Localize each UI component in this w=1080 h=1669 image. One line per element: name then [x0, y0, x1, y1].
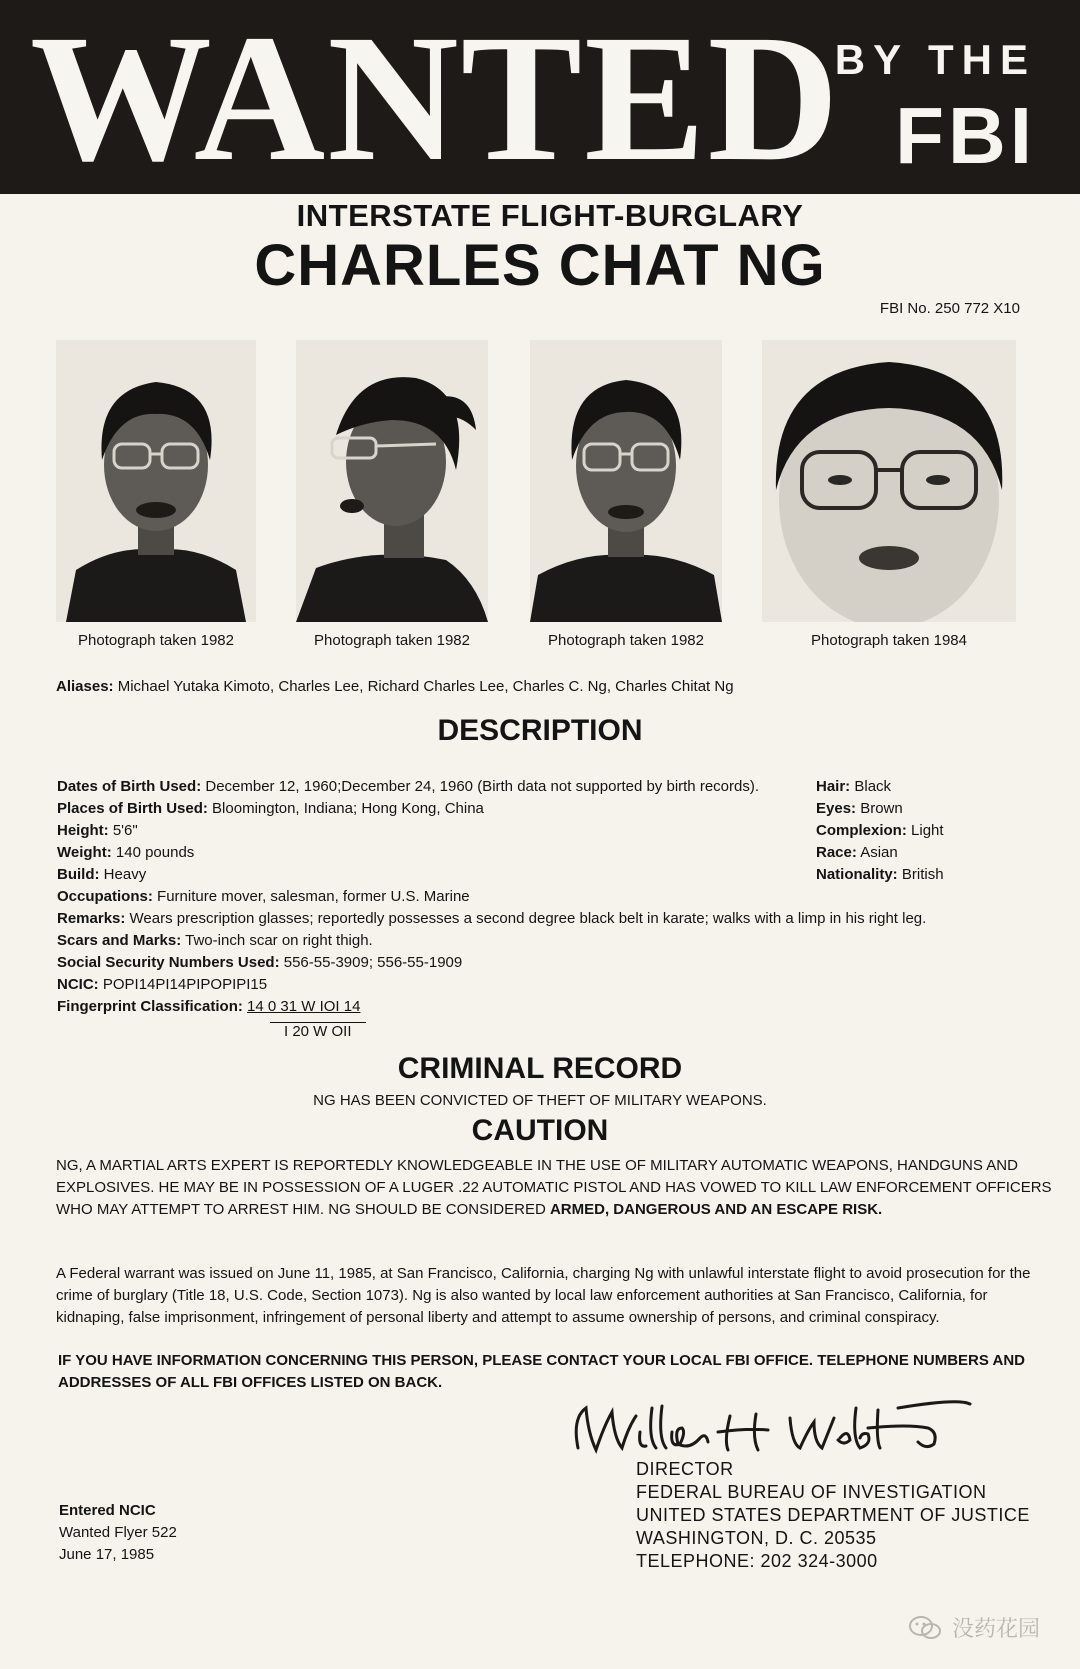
race-row — [816, 842, 944, 864]
fingerprint-line-1: 14 0 31 W IOI 14 — [247, 998, 361, 1015]
wanted-title: WANTED — [30, 0, 841, 199]
field-value: Heavy — [103, 866, 147, 883]
remarks-row — [57, 908, 926, 930]
aliases-label: Aliases: — [56, 678, 114, 695]
field-value: British — [901, 866, 944, 883]
ncic-row — [57, 974, 926, 996]
field-label: Nationality: — [816, 866, 898, 883]
subject-name: CHARLES CHAT NG — [254, 233, 826, 298]
fbi-label: FBI — [895, 91, 1036, 180]
director-line: DIRECTOR — [636, 1459, 734, 1479]
description-left-column — [57, 776, 926, 1018]
flyer-number: Wanted Flyer 522 — [59, 1524, 177, 1541]
director-line: FEDERAL BUREAU OF INVESTIGATION — [636, 1482, 987, 1502]
fingerprint-line-2: I 20 W OII — [270, 1022, 366, 1040]
field-label: Places of Birth Used: — [57, 800, 208, 817]
field-label: Complexion: — [816, 822, 907, 839]
field-label: Social Security Numbers Used: — [57, 954, 280, 971]
field-label: Eyes: — [816, 800, 857, 817]
field-label: Weight: — [57, 844, 112, 861]
scars-row — [57, 930, 926, 952]
watermark-text: 没药花园 — [951, 1616, 1040, 1641]
complexion-row — [816, 820, 944, 842]
fingerprint-row — [57, 996, 926, 1018]
field-value: Brown — [860, 800, 903, 817]
watermark — [908, 1612, 1040, 1643]
director-line: WASHINGTON, D. C. 20535 — [636, 1528, 877, 1548]
caution-heading: CAUTION — [471, 1114, 609, 1147]
director-block — [636, 1458, 1030, 1573]
field-label: NCIC: — [57, 976, 99, 993]
wechat-icon — [908, 1615, 942, 1641]
photo-caption: Photograph taken 1982 — [548, 632, 704, 649]
field-value: Asian — [860, 844, 898, 861]
field-value: POPI14PI14PIPOPIPI15 — [102, 976, 268, 993]
photo-front-1984 — [762, 340, 1016, 622]
weight-row — [57, 842, 926, 864]
description-heading: DESCRIPTION — [437, 714, 643, 747]
field-value: 5'6" — [112, 822, 138, 839]
header-band — [0, 0, 1080, 199]
director-line: TELEPHONE: 202 324-3000 — [636, 1551, 878, 1571]
photo-caption: Photograph taken 1984 — [811, 632, 967, 649]
director-line: UNITED STATES DEPARTMENT OF JUSTICE — [636, 1505, 1030, 1525]
field-value: Bloomington, Indiana; Hong Kong, China — [212, 800, 484, 817]
entered-ncic-title: Entered NCIC — [59, 1502, 156, 1519]
pob-row — [57, 798, 926, 820]
field-label: Build: — [57, 866, 100, 883]
occupations-row — [57, 886, 926, 908]
description-right-column — [816, 776, 944, 886]
hair-row — [816, 776, 944, 798]
fbi-number: FBI No. 250 772 X10 — [879, 300, 1020, 317]
criminal-record-text: NG HAS BEEN CONVICTED OF THEFT OF MILITARY WEAPONS. — [313, 1092, 767, 1109]
nationality-row — [816, 864, 944, 886]
field-value: Black — [854, 778, 892, 795]
field-label: Occupations: — [57, 888, 153, 905]
ssn-row — [57, 952, 926, 974]
eyes-row — [816, 798, 944, 820]
height-row — [57, 820, 926, 842]
field-value: Furniture mover, salesman, former U.S. Marine — [157, 888, 470, 905]
photo-caption: Photograph taken 1982 — [78, 632, 234, 649]
caution-emphasis: ARMED, DANGEROUS AND AN ESCAPE RISK. — [549, 1201, 883, 1218]
entered-ncic-block — [59, 1500, 177, 1566]
photo-caption: Photograph taken 1982 — [314, 632, 470, 649]
charge-title: INTERSTATE FLIGHT-BURGLARY — [296, 198, 804, 233]
field-value: 140 pounds — [115, 844, 195, 861]
dob-row — [57, 776, 926, 798]
field-value: Light — [911, 822, 944, 839]
field-label: Race: — [816, 844, 857, 861]
photo-profile-1982 — [296, 340, 488, 622]
field-value: 556-55-3909; 556-55-1909 — [283, 954, 463, 971]
flyer-date: June 17, 1985 — [59, 1546, 155, 1563]
director-signature — [568, 1388, 978, 1464]
aliases-value: Michael Yutaka Kimoto, Charles Lee, Richard Charles Lee, Charles C. Ng, Charles Chitat Ng — [117, 678, 734, 695]
warrant-text: A Federal warrant was issued on June 11, 1985, at San Francisco, California, charging Ng with unlawful interstate flight to avoid prosecution for the crime of burglary (Title 18, U.S. Code, Section 1073). Ng is also wanted by local law enforcement authorities at San Francisco, California, for kidnaping, false imprisonment, infringement of personal liberty and attempt to assume ownership of persons, and criminal conspiracy. — [56, 1265, 1031, 1326]
field-value: Two-inch scar on right thigh. — [185, 932, 373, 949]
field-label: Dates of Birth Used: — [57, 778, 202, 795]
field-value: December 12, 1960;December 24, 1960 (Birth data not supported by birth records). — [205, 778, 759, 795]
field-label: Remarks: — [57, 910, 126, 927]
field-label: Scars and Marks: — [57, 932, 182, 949]
photo-front-1982 — [56, 340, 256, 622]
field-label: Height: — [57, 822, 109, 839]
by-the-label: BY THE — [834, 36, 1036, 83]
criminal-record-heading: CRIMINAL RECORD — [397, 1052, 683, 1085]
photo-front-2-1982 — [530, 340, 722, 622]
contact-notice: IF YOU HAVE INFORMATION CONCERNING THIS PERSON, PLEASE CONTACT YOUR LOCAL FBI OFFICE. TELEPHONE NUMBERS AND ADDRESSES OF ALL FBI OFFICES LISTED ON BACK. — [58, 1352, 1025, 1391]
build-row — [57, 864, 926, 886]
field-label: Fingerprint Classification: — [57, 998, 243, 1015]
field-value: Wears prescription glasses; reportedly possesses a second degree black belt in karate; walks with a limp in his right leg. — [129, 910, 927, 927]
field-label: Hair: — [816, 778, 851, 795]
caution-body: NG, A MARTIAL ARTS EXPERT IS REPORTEDLY KNOWLEDGEABLE IN THE USE OF MILITARY AUTOMATIC WEAPONS, HANDGUNS AND EXPLOSIVES. HE MAY BE IN POSSESSION OF A LUGER .22 AUTOMATIC PISTOL AND HAS VOWED TO KILL LAW ENFORCEMENT OFFICERS WHO MAY ATTEMPT TO ARREST HIM. NG SHOULD BE CONSIDERED — [56, 1157, 1052, 1218]
caution-text — [56, 1155, 1060, 1221]
aliases — [56, 678, 734, 695]
